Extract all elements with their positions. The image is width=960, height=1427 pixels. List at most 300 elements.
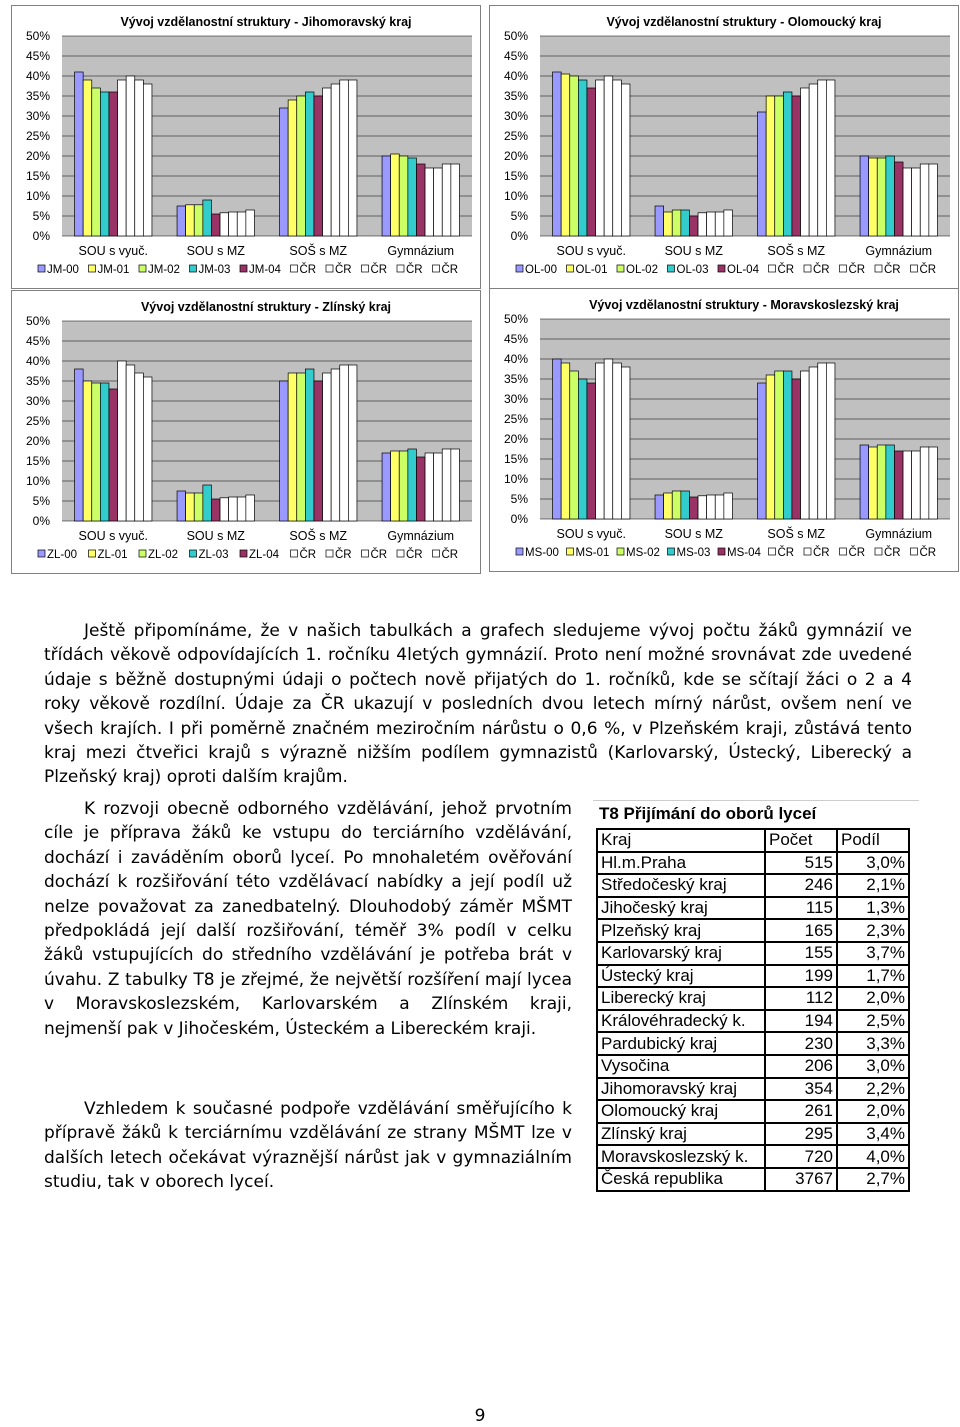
cell-kraj: Česká republika [597,1168,765,1191]
table-row [597,852,909,875]
bar [809,84,818,236]
y-tick-label: 40% [503,69,528,83]
y-tick-label: 15% [25,169,50,183]
bar [758,383,767,519]
legend-label: JM-02 [148,264,180,276]
legend-label: ČR [335,264,352,276]
cell-podil: 3,0% [837,852,909,875]
legend-label: OL-01 [575,264,608,276]
chart-jihomoravsky [11,5,481,289]
legend-swatch [190,265,197,272]
x-tick-label: SOŠ s MZ [767,527,826,541]
legend-swatch [291,550,298,557]
legend-swatch [769,265,776,272]
y-tick-label: 10% [25,474,50,488]
bar [715,212,724,236]
cell-pocet: 199 [765,965,837,988]
legend-swatch [433,265,440,272]
chart-title: Vývoj vzdělanostní struktury - Jihomoravský kraj [120,15,412,29]
bar [715,495,724,519]
legend-label: OL-04 [727,264,759,276]
legend-label: ČR [848,547,866,559]
cell-kraj: Olomoucký kraj [597,1100,765,1123]
cell-podil: 3,3% [837,1032,909,1055]
cell-podil: 2,0% [837,987,909,1010]
legend-label: JM-04 [249,264,281,276]
y-tick-label: 0% [32,514,50,528]
bar [561,74,570,236]
x-tick-label: SOU s MZ [664,527,723,541]
bar [135,373,144,521]
bar [886,156,895,236]
cell-pocet: 295 [765,1123,837,1146]
bar [280,381,289,521]
bar [570,76,579,236]
y-tick-label: 5% [510,492,528,506]
bar [766,375,775,519]
legend-label: ČR [406,549,423,561]
bar [280,108,289,236]
x-tick-label: SOU s vyuč. [78,244,148,258]
y-tick-label: 50% [25,314,50,328]
bar [246,495,255,521]
cell-kraj: Středočeský kraj [597,874,765,897]
y-tick-label: 45% [25,49,50,63]
bar [314,96,323,236]
y-tick-label: 5% [510,209,528,223]
legend-swatch [718,548,725,555]
legend-swatch [139,550,146,557]
bar [655,206,664,236]
x-tick-label: Gymnázium [387,529,455,543]
legend-label: OL-02 [626,264,658,276]
cell-podil: 2,7% [837,1168,909,1191]
bar [83,80,92,236]
bar [314,381,323,521]
chart-moravskoslezsky [489,288,959,572]
legend-swatch [139,265,146,272]
cell-kraj: Jihočeský kraj [597,897,765,920]
x-tick-label: SOU s MZ [186,244,245,258]
bar [664,212,673,236]
bar [689,497,698,519]
y-tick-label: 0% [32,229,50,243]
legend-swatch [89,550,96,557]
legend-label: ČR [370,264,388,276]
bar [596,80,605,236]
bar [109,389,118,521]
x-tick-label: SOŠ s MZ [289,529,348,543]
bar [323,373,332,521]
legend-swatch [840,548,847,555]
legend-swatch [911,265,918,272]
y-tick-label: 50% [25,29,50,43]
legend-label: OL-00 [525,264,557,276]
y-tick-label: 20% [503,149,528,163]
bar [425,168,434,236]
table-row [597,1123,909,1146]
bar [109,92,118,236]
legend-swatch [516,548,523,555]
bar [382,453,391,521]
bar [869,447,878,519]
bar [340,365,349,521]
bar [434,453,443,521]
bar [929,447,938,519]
legend-label: ČR [441,264,459,276]
bar [451,164,460,236]
bar [698,496,707,519]
cell-pocet: 230 [765,1032,837,1055]
bar [912,451,921,519]
bar [126,76,135,236]
cell-kraj: Hl.m.Praha [597,852,765,875]
bar [75,72,84,236]
bar [903,451,912,519]
cell-pocet: 515 [765,852,837,875]
paragraph-gymnazia: Ještě připomínáme, že v našich tabulkách a grafech sledujeme vývoj počtu žáků gymnázií ve třídách věkově odpovídajících 1. ročníku 4letých gymnázií. Proto není možné srovnávat zde uvedené údaje s běžně dostupnými údaji o počtech nově přijatých do 1. ročníků, kde se sčítají žáci o 2 a 4 roky věkově rozdílní. Údaje za ČR ukazují v posledních dvou letech mírný nárůst, ovšem není ve všech krajích. I při poměrně značném meziročním nárůstu o 0,6 %, v Plzeňském kraji, zůstává tento kraj mezi čtveřici krajů s výrazně nižším podílem gymnazistů (Karlovarský, Ústecký, Liberecký a Plzeňský kraj) oproti dalším krajům. [44,621,912,788]
legend-swatch [804,265,811,272]
bar [596,363,605,519]
bar [305,369,314,521]
cell-pocet: 206 [765,1055,837,1078]
bar [689,216,698,236]
bar [578,80,587,236]
legend-label: ČR [777,264,795,276]
table-row [597,1078,909,1101]
cell-podil: 2,1% [837,874,909,897]
bar [724,493,733,519]
bar [288,373,297,521]
bar [211,499,220,521]
legend-label: ČR [813,547,830,559]
bar [801,371,810,519]
bar [801,88,810,236]
y-tick-label: 40% [25,69,50,83]
cell-kraj: Jihomoravský kraj [597,1078,765,1101]
bar [912,168,921,236]
cell-podil: 2,0% [837,1100,909,1123]
bar [382,156,391,236]
legend-label: ČR [406,264,423,276]
y-tick-label: 0% [510,512,528,526]
y-tick-label: 25% [503,129,528,143]
bar [655,495,664,519]
legend-label: MS-02 [626,547,660,559]
legend-label: ZL-01 [97,549,128,561]
bar [903,168,912,236]
bar [442,164,451,236]
cell-podil: 4,0% [837,1145,909,1168]
bar [561,363,570,519]
y-tick-label: 5% [32,494,50,508]
bar [408,449,417,521]
bar [613,363,622,519]
bar [860,445,869,519]
y-tick-label: 25% [25,414,50,428]
y-tick-label: 35% [25,89,50,103]
legend-label: JM-01 [97,264,130,276]
x-tick-label: SOU s vyuč. [78,529,148,543]
bar [305,92,314,236]
legend-swatch [875,265,882,272]
bar [297,96,306,236]
bar [323,88,332,236]
legend-swatch [89,265,96,272]
legend-label: ČR [335,549,352,561]
y-tick-label: 50% [503,312,528,326]
legend-swatch [617,548,624,555]
legend-swatch [38,265,45,272]
bar [877,158,886,236]
bar [724,210,733,236]
bar [143,377,152,521]
bar [783,92,792,236]
cell-podil: 1,3% [837,897,909,920]
bar [758,112,767,236]
bar [416,164,425,236]
bar [135,80,144,236]
bar [553,72,562,236]
table-row [597,942,909,965]
cell-podil: 3,7% [837,942,909,965]
bar [792,96,801,236]
bar [83,381,92,521]
chart-zlinsky [11,290,481,574]
y-tick-label: 5% [32,209,50,223]
cell-pocet: 112 [765,987,837,1010]
legend-label: ČR [884,547,901,559]
table-row [597,919,909,942]
legend-swatch [567,265,574,272]
table-t8-grid [596,828,910,1192]
y-tick-label: 45% [25,334,50,348]
table-row [597,1100,909,1123]
y-tick-label: 30% [25,109,50,123]
legend-swatch [911,548,918,555]
bar [553,359,562,519]
y-tick-label: 25% [503,412,528,426]
bar [698,213,707,236]
y-tick-label: 40% [25,354,50,368]
table-row [597,1055,909,1078]
bar [211,214,220,236]
bar [672,491,681,519]
paragraph-lycea: K rozvoji obecně odborného vzdělávání, jehož prvotním cíle je příprava žáků ke vstupu do terciárního vzdělávání, dochází i zaváděním oborů lyceí. Po mnohaletém ověřování dochází k rozšiřování této vzdělávací nabídky a její podíl už nelze považovat za zanedbatelný. Dlouhodobý záměr MŠMT předpokládá její další rozšiřování, téměř 3% podíl v celku žáků vstupujících do středního vzdělávání je potřeba brát v úvahu. Z tabulky T8 je zřejmé, že největší rozšíření mají lycea v Moravskoslezském, Karlovarském a Zlínském kraji, nejmenší pak v Jihočeském, Ústeckém a Libereckém kraji. [44,799,572,1039]
bar [681,491,690,519]
cell-kraj: Pardubický kraj [597,1032,765,1055]
bar [348,365,357,521]
y-tick-label: 40% [503,352,528,366]
cell-podil: 3,4% [837,1123,909,1146]
x-tick-label: SOU s vyuč. [556,527,626,541]
legend-label: ČR [299,549,317,561]
legend-swatch [433,550,440,557]
legend-swatch [397,550,404,557]
legend-swatch [38,550,45,557]
cell-pocet: 165 [765,919,837,942]
bar [434,168,443,236]
bar [707,495,716,519]
bar [331,369,340,521]
bar [783,371,792,519]
bar [331,84,340,236]
cell-pocet: 246 [765,874,837,897]
y-tick-label: 0% [510,229,528,243]
cell-podil: 1,7% [837,965,909,988]
bar [792,379,801,519]
legend-swatch [840,265,847,272]
bar [118,80,127,236]
cell-kraj: Zlínský kraj [597,1123,765,1146]
y-tick-label: 35% [503,89,528,103]
bar [186,493,195,521]
bar [929,164,938,236]
table-row [597,1010,909,1033]
legend-label: ZL-00 [47,549,78,561]
legend-label: ZL-04 [249,549,280,561]
y-tick-label: 35% [25,374,50,388]
legend-label: JM-00 [47,264,79,276]
table-row [597,897,909,920]
bar [818,363,827,519]
table-row [597,965,909,988]
bar [869,158,878,236]
y-tick-label: 30% [25,394,50,408]
y-tick-label: 45% [503,332,528,346]
bar [621,367,630,519]
legend-swatch [291,265,298,272]
legend-swatch [326,265,333,272]
cell-podil: 2,3% [837,919,909,942]
cell-pocet: 155 [765,942,837,965]
cell-pocet: 194 [765,1010,837,1033]
legend-swatch [668,265,675,272]
cell-podil: 2,5% [837,1010,909,1033]
legend-label: MS-03 [676,547,711,559]
cell-podil: 2,2% [837,1078,909,1101]
bar [894,162,903,236]
bar [621,84,630,236]
bar [391,154,400,236]
legend-swatch [516,265,523,272]
bar [391,451,400,521]
bar [340,80,349,236]
x-tick-label: SOU s vyuč. [556,244,626,258]
bar [578,379,587,519]
y-tick-label: 35% [503,372,528,386]
legend-label: MS-04 [727,547,761,559]
cell-kraj: Vysočina [597,1055,765,1078]
cell-kraj: Karlovarský kraj [597,942,765,965]
y-tick-label: 25% [25,129,50,143]
bar [613,80,622,236]
bar [237,212,246,236]
cell-pocet: 261 [765,1100,837,1123]
y-tick-label: 30% [503,392,528,406]
legend-label: ZL-03 [198,549,229,561]
legend-swatch [240,265,247,272]
y-tick-label: 45% [503,49,528,63]
legend-label: MS-00 [525,547,559,559]
y-tick-label: 20% [25,149,50,163]
bar [681,210,690,236]
bar [886,445,895,519]
paragraph-vyhled: Vzhledem k současné podpoře vzdělávání směřujícího k přípravě žáků k terciárnímu vzdělávání ze strany MŠMT lze v dalších letech očekávat výraznější nárůst jak v gymnaziálním studiu, tak v oborech lyceí. [44,1099,572,1193]
bar [672,210,681,236]
legend-label: ČR [370,549,388,561]
bar [194,205,203,236]
bar [604,359,613,519]
y-tick-label: 15% [503,169,528,183]
bar [587,383,596,519]
chart-title: Vývoj vzdělanostní struktury - Moravskoslezský kraj [589,298,899,312]
cell-podil: 3,0% [837,1055,909,1078]
bar [246,210,255,236]
bar [399,451,408,521]
bar [442,449,451,521]
header-pocet: Počet [765,829,837,852]
bar [237,497,246,521]
legend-label: OL-03 [676,264,709,276]
bar [75,369,84,521]
legend-label: ČR [884,264,901,276]
cell-kraj: Liberecký kraj [597,987,765,1010]
legend-swatch [190,550,197,557]
legend-swatch [326,550,333,557]
cell-kraj: Královéhradecký k. [597,1010,765,1033]
x-tick-label: Gymnázium [387,244,455,258]
y-tick-label: 10% [503,472,528,486]
bar [818,80,827,236]
y-tick-label: 50% [503,29,528,43]
legend-label: ČR [299,264,317,276]
legend-label: ČR [441,549,459,561]
bar [707,212,716,236]
bar [297,373,306,521]
bar [587,88,596,236]
chart-olomoucky [489,5,959,289]
bar [570,371,579,519]
cell-kraj: Ústecký kraj [597,965,765,988]
legend-swatch [240,550,247,557]
bar [920,447,929,519]
bar [920,164,929,236]
legend-swatch [362,550,369,557]
y-tick-label: 20% [503,432,528,446]
legend-label: ČR [919,264,937,276]
table-t8 [593,800,919,1192]
bar [826,363,835,519]
table-header-row [597,829,909,852]
bar [766,96,775,236]
cell-kraj: Plzeňský kraj [597,919,765,942]
legend-label: JM-03 [198,264,231,276]
x-tick-label: Gymnázium [865,244,933,258]
bar [664,493,673,519]
legend-swatch [804,548,811,555]
legend-swatch [769,548,776,555]
bar [451,449,460,521]
bar [118,361,127,521]
cell-pocet: 115 [765,897,837,920]
bar [177,206,186,236]
page-number: 9 [474,1406,486,1426]
bar [229,497,238,521]
bar [399,156,408,236]
bar [348,80,357,236]
legend-swatch [875,548,882,555]
